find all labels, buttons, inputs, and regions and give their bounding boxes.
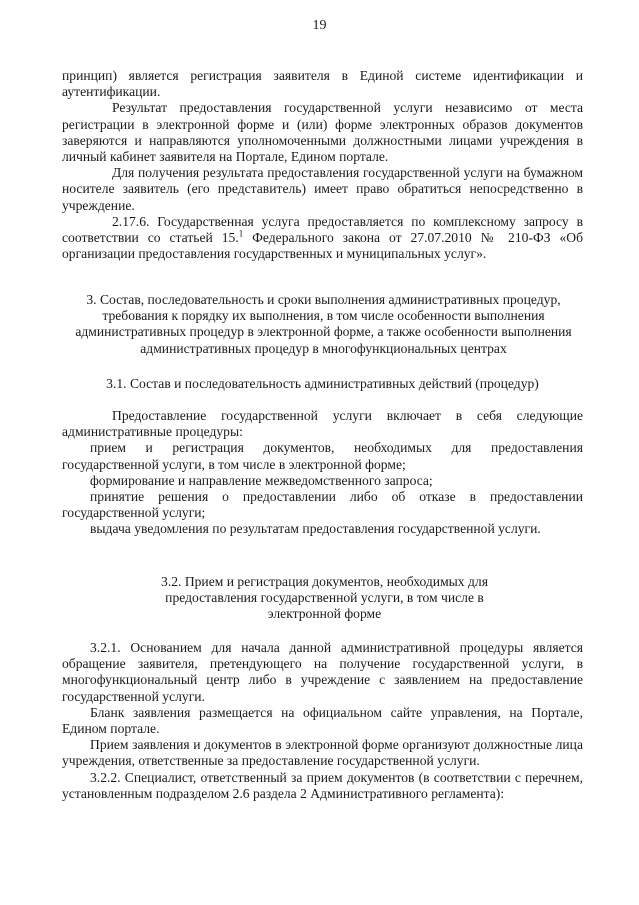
paragraph-paper-result: Для получения результата предоставления государственной услуги на бумажном носителе заявитель (его представитель) имеет право обратиться непосредственно в учреждение. — [62, 165, 583, 213]
paragraph-registration: принцип) является регистрация заявителя в Единой системе идентификации и аутентификации. — [62, 68, 583, 100]
list-item-reception: прием и регистрация документов, необходимых для предоставления государственной услуги, в том числе в электронной форме; — [62, 440, 583, 472]
list-item-interagency-request: формирование и направление межведомственного запроса; — [90, 472, 433, 488]
section-3-title: 3. Состав, последовательность и сроки выполнения административных процедур, требования к порядку их выполнения, в том числе особенности выполнения административных процедур в электронной форме, а также особенности выполнения административных процедур в многофункциональных центрах — [75, 292, 572, 356]
list-item-notification: выдача уведомления по результатам предоставления государственной услуги. — [90, 521, 541, 537]
footnote-superscript: 1 — [238, 228, 244, 239]
section-3-2-heading-block — [140, 574, 509, 623]
text-block-top — [62, 68, 583, 262]
section-3-heading-block — [60, 292, 587, 357]
paragraph-result: Результат предоставления государственной услуги независимо от места регистрации в электронной форме и (или) форме электронных образов документов заверяются и направляются уполномоченными должностными лицами учреждения в личный кабинет заявителя на Портале, Едином портале. — [62, 100, 583, 165]
paragraph-electronic-reception: Прием заявления и документов в электронной форме организуют должностные лица учреждения, ответственные за предоставление государственной услуги. — [62, 737, 583, 769]
text-block-3-1 — [62, 408, 583, 538]
section-3-1-title: 3.1. Состав и последовательность административных действий (процедур) — [106, 376, 539, 391]
paragraph-3-2-2: 3.2.2. Специалист, ответственный за прием документов (в соответствии с перечнем, установленным подразделом 2.6 раздела 2 Административного регламента): — [62, 769, 583, 801]
section-3-1-heading-block — [62, 376, 583, 392]
section-3-2-title: 3.2. Прием и регистрация документов, необходимых для предоставления государственной услуги, в том числе в электронной форме — [161, 574, 488, 622]
paragraph-procedures-intro: Предоставление государственной услуги включает в себя следующие административные процедуры: — [62, 408, 583, 440]
list-item-decision: принятие решения о предоставлении либо об отказе в предоставлении государственной услуги; — [62, 489, 583, 521]
page-number: 19 — [312, 18, 327, 33]
paragraph-3-2-1: 3.2.1. Основанием для начала данной административной процедуры является обращение заявителя, претендующего на получение государственной услуги, в многофункциональный центр либо в учреждение с заявлением на предоставление государственной услуги. — [62, 640, 583, 704]
paragraph-form-location: Бланк заявления размещается на официальном сайте управления, на Портале, Едином портале. — [62, 704, 583, 737]
paragraph-complex-request: 2.17.6. Государственная услуга предоставляется по комплексному запросу в соответствии со статьей 15.$^1$ Федерального закона от 27.07.2010 № 210-ФЗ «Об организации предоставления государственных и муниципальных услуг». — [62, 213, 583, 262]
text-block-3-2 — [62, 640, 583, 802]
